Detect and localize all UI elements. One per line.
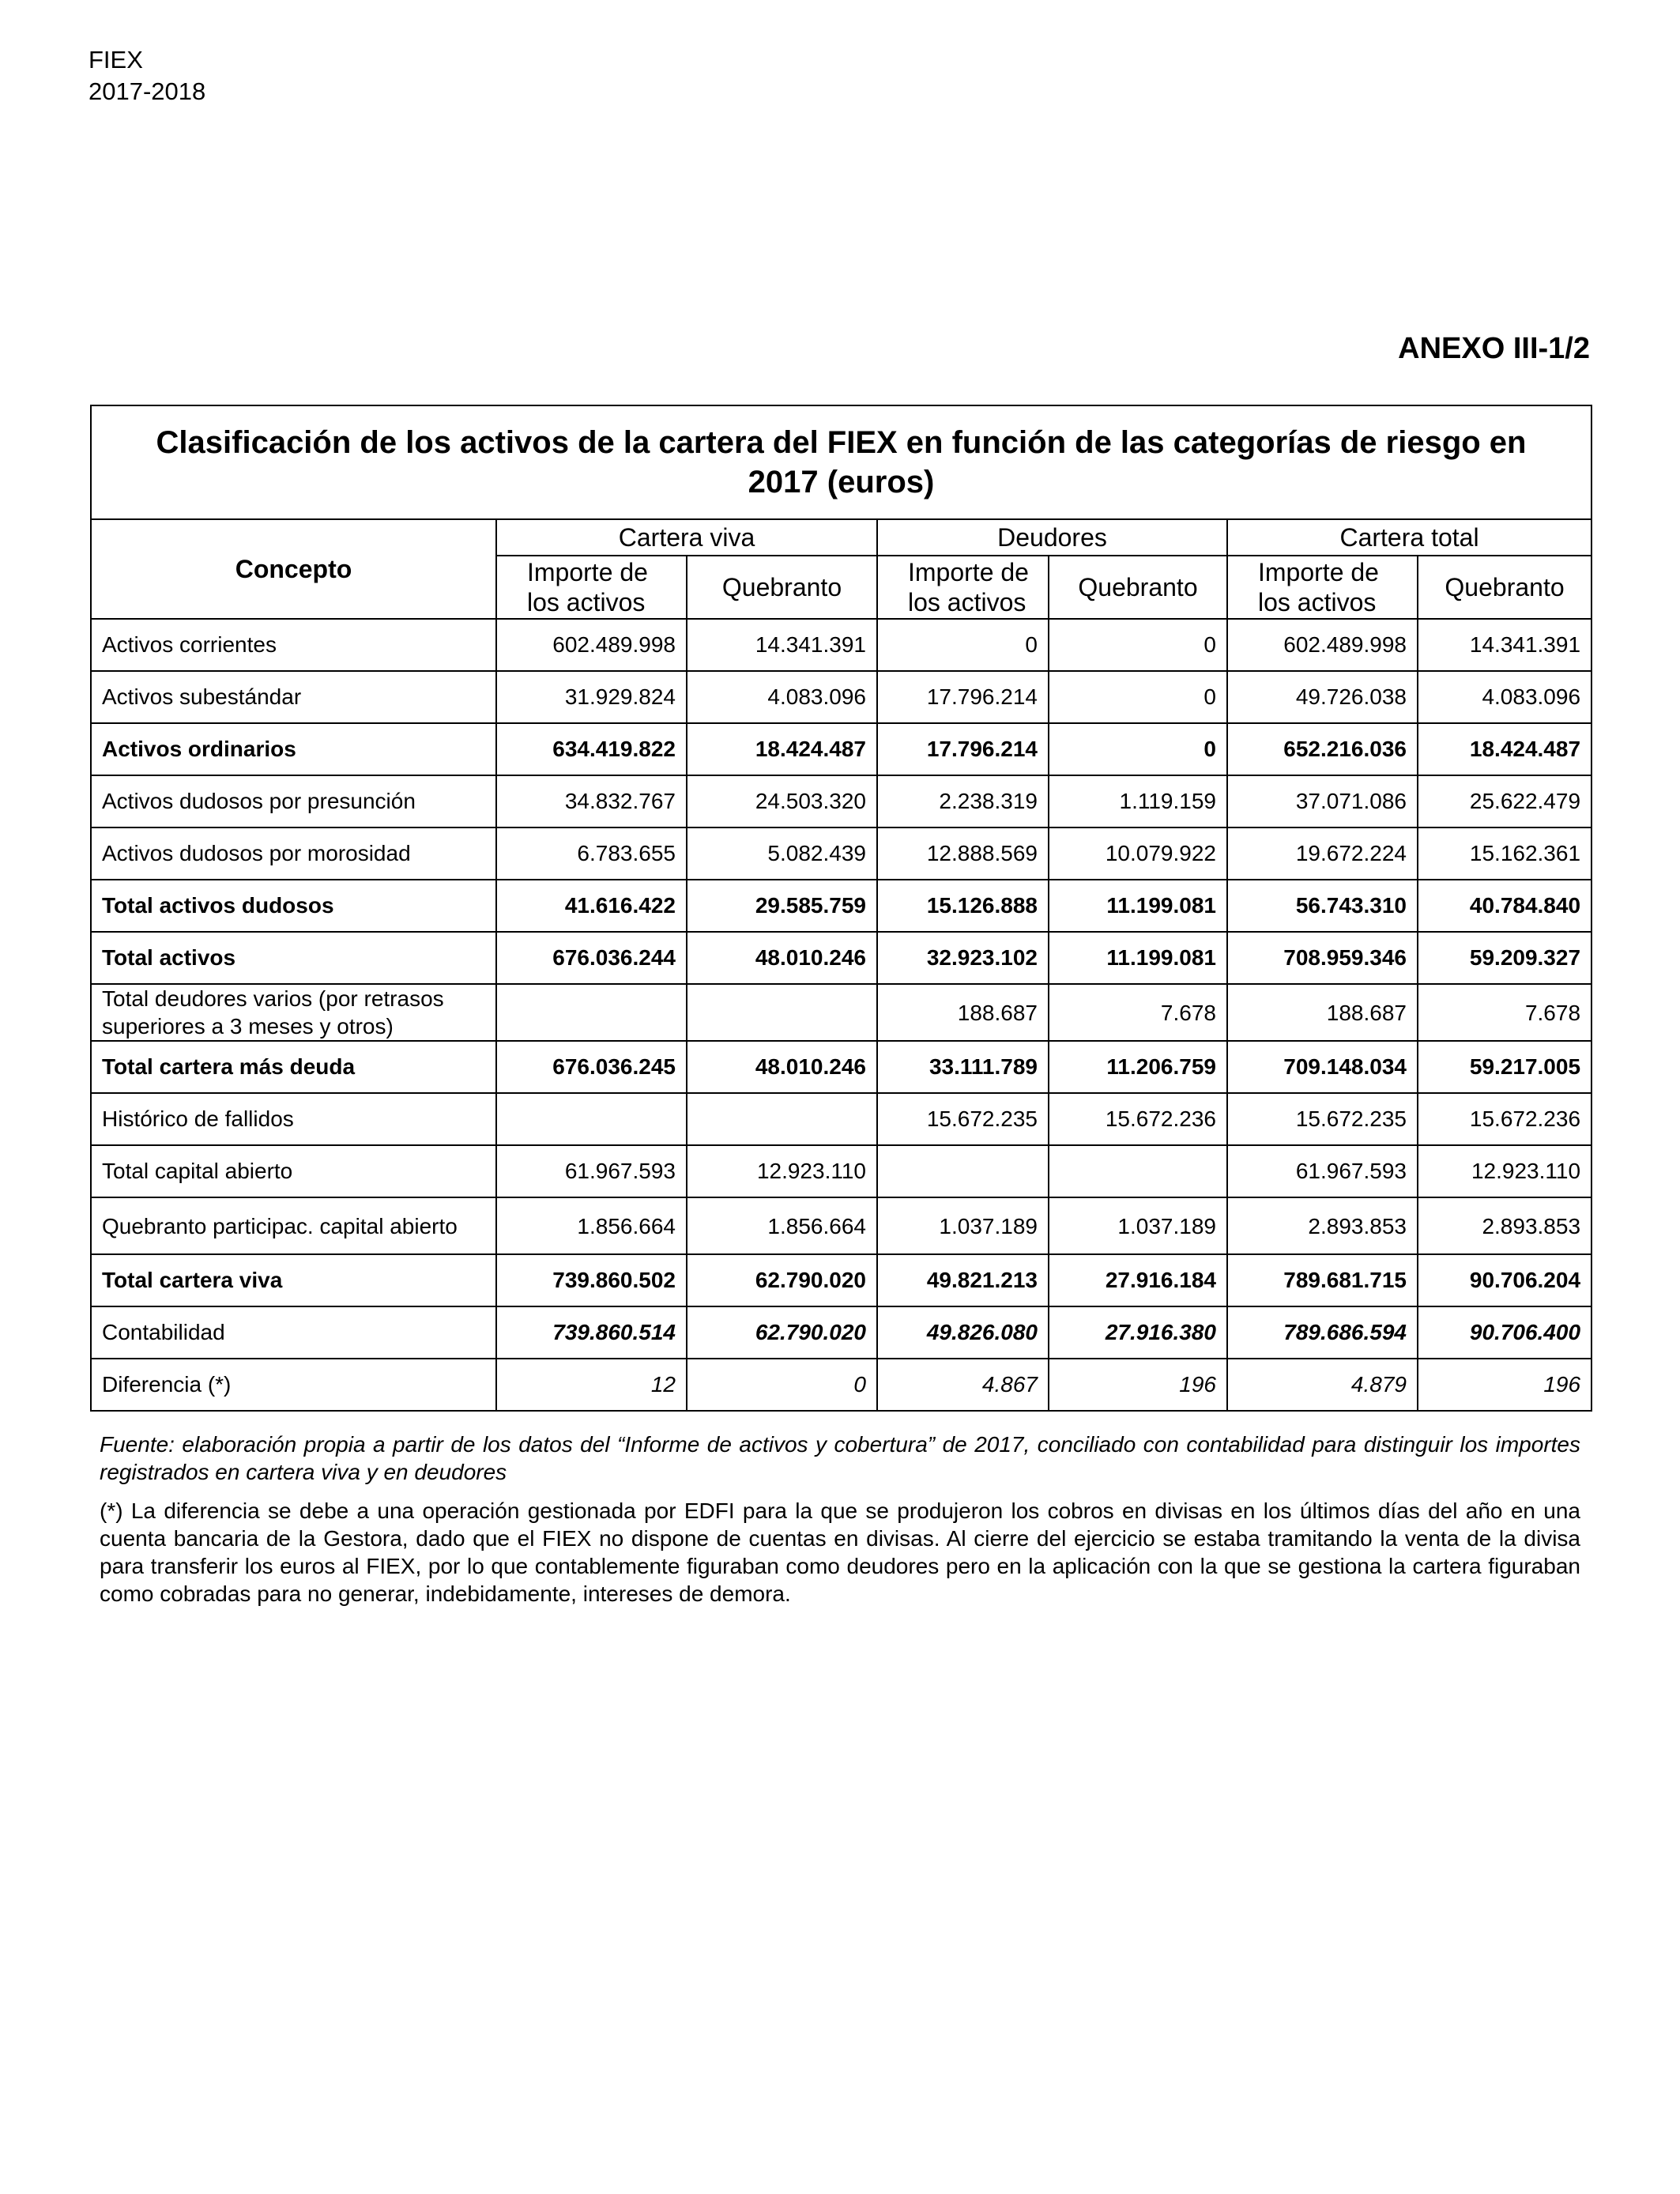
- cell-value: 1.037.189: [877, 1197, 1049, 1254]
- cell-value: 33.111.789: [877, 1041, 1049, 1093]
- table-row: [91, 1306, 1591, 1359]
- cell-value: 17.796.214: [877, 723, 1049, 775]
- cell-value: 15.672.236: [1418, 1093, 1591, 1145]
- cell-value: [687, 984, 877, 1041]
- cell-value: 48.010.246: [687, 1041, 877, 1093]
- cell-value: 789.686.594: [1227, 1306, 1418, 1359]
- cell-value: 739.860.514: [496, 1306, 687, 1359]
- sub-header-importe: Importe de los activos: [1227, 556, 1418, 619]
- table-row: [91, 1359, 1591, 1411]
- cell-value: 15.126.888: [877, 880, 1049, 932]
- cell-value: 62.790.020: [687, 1254, 877, 1306]
- document-header: [89, 44, 205, 107]
- cell-value: 602.489.998: [1227, 619, 1418, 671]
- cell-value: 1.856.664: [687, 1197, 877, 1254]
- table-row: [91, 1145, 1591, 1197]
- table-notes: [100, 1431, 1580, 1619]
- table-row: [91, 932, 1591, 984]
- row-label: Diferencia (*): [91, 1359, 496, 1411]
- cell-value: 0: [877, 619, 1049, 671]
- cell-value: [877, 1145, 1049, 1197]
- cell-value: 4.867: [877, 1359, 1049, 1411]
- cell-value: 789.681.715: [1227, 1254, 1418, 1306]
- cell-value: 15.672.235: [877, 1093, 1049, 1145]
- cell-value: 37.071.086: [1227, 775, 1418, 827]
- footnote: (*) La diferencia se debe a una operación gestionada por EDFI para la que se produjeron los cobros en divisas en los últimos días del año en una cuenta bancaria de la Gestora, dado que el FIEX no dispone de cuentas en divisas. Al cierre del ejercicio se estaba tramitando la venta de la divisa para transferir los euros al FIEX, por lo que contablemente figuraban como deudores pero en la aplicación con la que se gestiona la cartera figuraban como cobradas para no generar, indebidamente, intereses de demora.: [100, 1498, 1580, 1606]
- sub-header-importe: Importe de los activos: [877, 556, 1049, 619]
- cell-value: 90.706.400: [1418, 1306, 1591, 1359]
- table-row: [91, 619, 1591, 671]
- cell-value: 11.199.081: [1049, 932, 1227, 984]
- row-label: Activos corrientes: [91, 619, 496, 671]
- cell-value: 1.856.664: [496, 1197, 687, 1254]
- cell-value: [1049, 1145, 1227, 1197]
- cell-value: 17.796.214: [877, 671, 1049, 723]
- table-title: Clasificación de los activos de la cartera del FIEX en función de las categorías de riesgo en 2017 (euros): [91, 405, 1591, 519]
- sub-header-quebranto: Quebranto: [687, 556, 877, 619]
- cell-value: 4.083.096: [1418, 671, 1591, 723]
- row-label: Total deudores varios (por retrasos superiores a 3 meses y otros): [91, 984, 496, 1041]
- cell-value: 2.893.853: [1418, 1197, 1591, 1254]
- cell-value: 32.923.102: [877, 932, 1049, 984]
- cell-value: 34.832.767: [496, 775, 687, 827]
- cell-value: 90.706.204: [1418, 1254, 1591, 1306]
- row-label: Total capital abierto: [91, 1145, 496, 1197]
- cell-value: 196: [1049, 1359, 1227, 1411]
- cell-value: 31.929.824: [496, 671, 687, 723]
- cell-value: 0: [1049, 671, 1227, 723]
- cell-value: 40.784.840: [1418, 880, 1591, 932]
- cell-value: 15.162.361: [1418, 827, 1591, 880]
- cell-value: 56.743.310: [1227, 880, 1418, 932]
- table-row: [91, 775, 1591, 827]
- cell-value: 29.585.759: [687, 880, 877, 932]
- table-row: [91, 1093, 1591, 1145]
- period: 2017-2018: [89, 77, 206, 105]
- cell-value: 708.959.346: [1227, 932, 1418, 984]
- row-label: Histórico de fallidos: [91, 1093, 496, 1145]
- cell-value: 4.879: [1227, 1359, 1418, 1411]
- cell-value: 12: [496, 1359, 687, 1411]
- cell-value: 59.209.327: [1418, 932, 1591, 984]
- cell-value: 12.888.569: [877, 827, 1049, 880]
- cell-value: 49.726.038: [1227, 671, 1418, 723]
- sub-header-quebranto: Quebranto: [1049, 556, 1227, 619]
- cell-value: 709.148.034: [1227, 1041, 1418, 1093]
- cell-value: 0: [1049, 723, 1227, 775]
- cell-value: 5.082.439: [687, 827, 877, 880]
- cell-value: 61.967.593: [1227, 1145, 1418, 1197]
- annex-label: ANEXO III-1/2: [1398, 332, 1590, 365]
- cell-value: 15.672.235: [1227, 1093, 1418, 1145]
- cell-value: 4.083.096: [687, 671, 877, 723]
- row-label: Total cartera viva: [91, 1254, 496, 1306]
- cell-value: 602.489.998: [496, 619, 687, 671]
- cell-value: 6.783.655: [496, 827, 687, 880]
- source-note: Fuente: elaboración propia a partir de los datos del “Informe de activos y cobertura” de 2017, conciliado con contabilidad para distinguir los importes registrados en cartera viva y en deudores: [100, 1432, 1580, 1484]
- cell-value: 11.199.081: [1049, 880, 1227, 932]
- table-row: [91, 1041, 1591, 1093]
- cell-value: 652.216.036: [1227, 723, 1418, 775]
- sub-header-importe: Importe de los activos: [496, 556, 687, 619]
- cell-value: 14.341.391: [687, 619, 877, 671]
- org-name: FIEX: [89, 46, 143, 74]
- cell-value: 18.424.487: [687, 723, 877, 775]
- cell-value: 27.916.380: [1049, 1306, 1227, 1359]
- cell-value: 59.217.005: [1418, 1041, 1591, 1093]
- table-row: [91, 880, 1591, 932]
- cell-value: 196: [1418, 1359, 1591, 1411]
- table-row: [91, 827, 1591, 880]
- cell-value: [496, 984, 687, 1041]
- row-label: Total cartera más deuda: [91, 1041, 496, 1093]
- row-label: Activos dudosos por morosidad: [91, 827, 496, 880]
- cell-value: 188.687: [877, 984, 1049, 1041]
- cell-value: 48.010.246: [687, 932, 877, 984]
- cell-value: 19.672.224: [1227, 827, 1418, 880]
- row-label: Activos subestándar: [91, 671, 496, 723]
- cell-value: 41.616.422: [496, 880, 687, 932]
- table-row: [91, 1197, 1591, 1254]
- cell-value: 2.893.853: [1227, 1197, 1418, 1254]
- cell-value: 61.967.593: [496, 1145, 687, 1197]
- cell-value: 634.419.822: [496, 723, 687, 775]
- row-label: Activos dudosos por presunción: [91, 775, 496, 827]
- group-header-cartera-total: Cartera total: [1227, 519, 1591, 556]
- cell-value: 7.678: [1049, 984, 1227, 1041]
- cell-value: 27.916.184: [1049, 1254, 1227, 1306]
- cell-value: 18.424.487: [1418, 723, 1591, 775]
- row-label: Total activos dudosos: [91, 880, 496, 932]
- cell-value: 12.923.110: [687, 1145, 877, 1197]
- group-header-deudores: Deudores: [877, 519, 1227, 556]
- cell-value: [496, 1093, 687, 1145]
- cell-value: 1.119.159: [1049, 775, 1227, 827]
- cell-value: 0: [687, 1359, 877, 1411]
- table-row: [91, 1254, 1591, 1306]
- cell-value: 739.860.502: [496, 1254, 687, 1306]
- concept-header: Concepto: [91, 519, 496, 619]
- cell-value: 12.923.110: [1418, 1145, 1591, 1197]
- cell-value: [687, 1093, 877, 1145]
- risk-classification-table: [90, 405, 1592, 1412]
- row-label: Contabilidad: [91, 1306, 496, 1359]
- cell-value: 188.687: [1227, 984, 1418, 1041]
- cell-value: 676.036.245: [496, 1041, 687, 1093]
- cell-value: 676.036.244: [496, 932, 687, 984]
- row-label: Activos ordinarios: [91, 723, 496, 775]
- cell-value: 10.079.922: [1049, 827, 1227, 880]
- table-row: [91, 984, 1591, 1041]
- cell-value: 25.622.479: [1418, 775, 1591, 827]
- cell-value: 2.238.319: [877, 775, 1049, 827]
- table-row: [91, 723, 1591, 775]
- row-label: Total activos: [91, 932, 496, 984]
- sub-header-quebranto: Quebranto: [1418, 556, 1591, 619]
- cell-value: 62.790.020: [687, 1306, 877, 1359]
- row-label: Quebranto participac. capital abierto: [91, 1197, 496, 1254]
- cell-value: 14.341.391: [1418, 619, 1591, 671]
- cell-value: 15.672.236: [1049, 1093, 1227, 1145]
- cell-value: 7.678: [1418, 984, 1591, 1041]
- cell-value: 49.826.080: [877, 1306, 1049, 1359]
- group-header-cartera-viva: Cartera viva: [496, 519, 877, 556]
- cell-value: 1.037.189: [1049, 1197, 1227, 1254]
- cell-value: 24.503.320: [687, 775, 877, 827]
- cell-value: 49.821.213: [877, 1254, 1049, 1306]
- cell-value: 11.206.759: [1049, 1041, 1227, 1093]
- cell-value: 0: [1049, 619, 1227, 671]
- table-row: [91, 671, 1591, 723]
